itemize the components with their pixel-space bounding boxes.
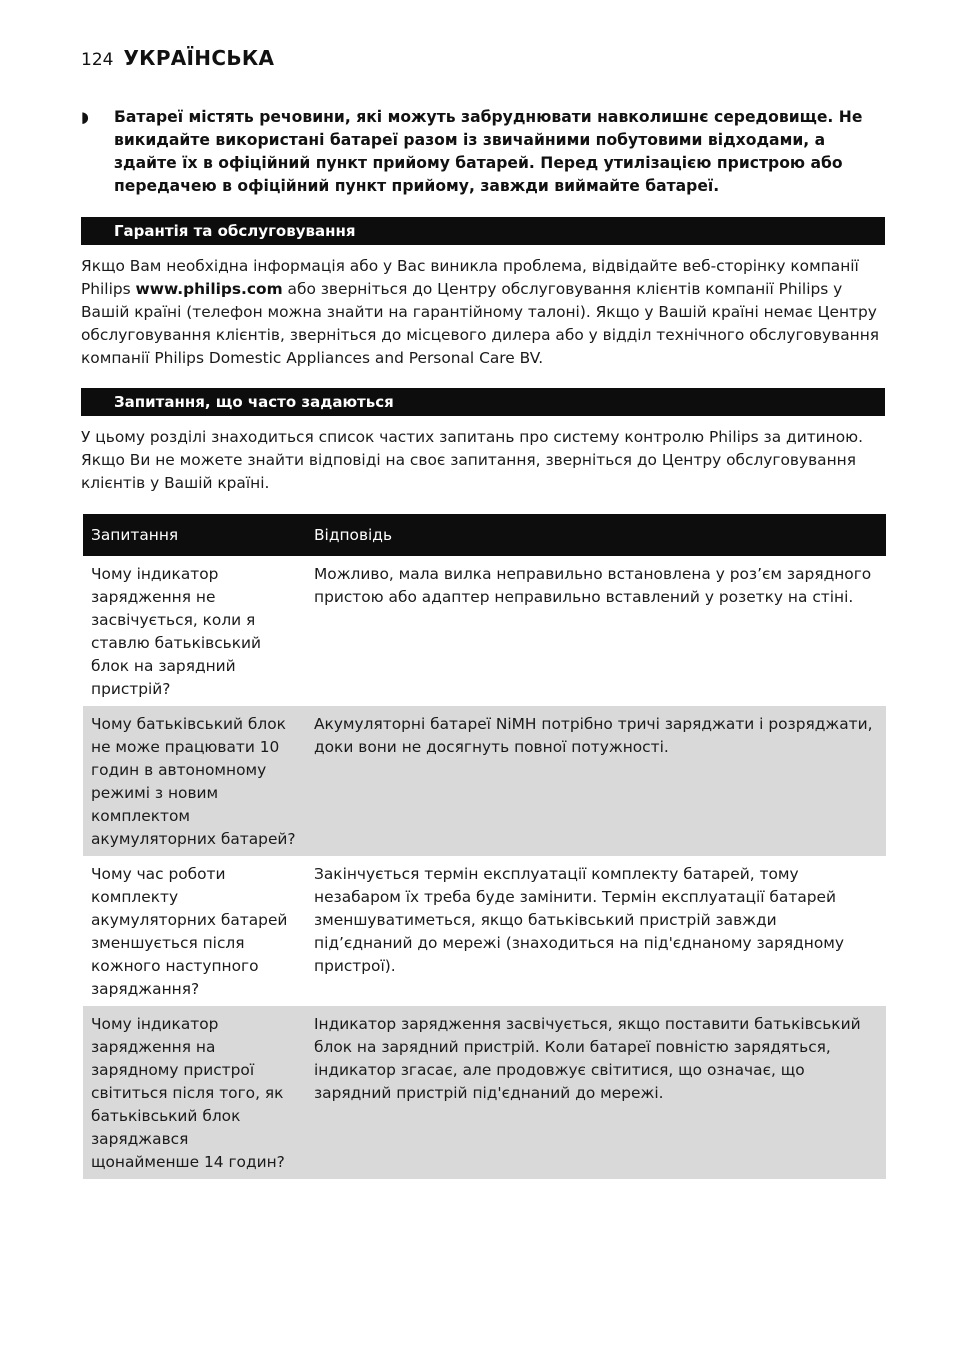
faq-table-header-row — [83, 514, 886, 556]
answer-cell: Індикатор зарядження засвічується, якщо поставити батьківський блок на зарядний пристрій. Коли батареї повністю зарядяться, індикатор згасає, але продовжує світитися, що означає, що зарядний пристрій під'єднаний до мережі. — [306, 1006, 886, 1179]
page-header — [81, 46, 274, 70]
answer-cell: Акумуляторні батареї NiMH потрібно тричі заряджати і розряджати, доки вони не досягнуть повної потужності. — [306, 706, 886, 856]
philips-website-link[interactable]: www.philips.com — [135, 280, 283, 298]
warranty-paragraph — [81, 255, 887, 370]
warranty-text-end: або зверніться до Центру обслуговування клієнтів компанії Philips у Вашій країні (телефон можна знайти на гарантійному талоні). Якщо у Вашій країні немає Центру обслуговування клієнтів, зверніться до місцевого дилера або у відділ технічного обслуговування компанії Philips Domestic Appliances and Personal Care BV. — [81, 280, 880, 367]
answer-cell: Можливо, мала вилка неправильно встановлена у роз’єм зарядного пристою або адаптер неправильно вставлений у розетку на стіні. — [314, 565, 872, 606]
question-cell: Чому час роботи комплекту акумуляторних батарей зменшується після кожного наступного заряджання? — [91, 865, 288, 998]
table-row — [83, 556, 886, 706]
question-cell: Чому батьківський блок не може працювати 10 годин в автономному режимі з новим комплектом акумуляторних батарей? — [83, 706, 306, 856]
faq-heading: Запитання, що часто задаються — [81, 388, 885, 416]
column-header-answer: Відповідь — [306, 514, 886, 556]
page-language-title: УКРАЇНСЬКА — [123, 46, 275, 70]
faq-intro: У цьому розділі знаходиться список частих запитань про систему контролю Philips за дитиною. Якщо Ви не можете знайти відповіді на своє запитання, зверніться до Центру обслуговування клієнтів у Вашій країні. — [81, 428, 863, 492]
bullet-text: Батареї містять речовини, які можуть забруднювати навколишнє середовище. Не викидайте використані батареї разом із звичайними побутовими відходами, а здайте їх в офіційний пункт прийому батарей. Перед утилізацією пристрою або передачею в офіційний пункт прийому, завжди виймайте батареї. — [114, 108, 863, 195]
faq-table — [83, 514, 886, 1179]
question-cell: Чому індикатор зарядження не засвічується, коли я ставлю батьківський блок на зарядний пристрій? — [91, 565, 262, 698]
column-header-question: Запитання — [83, 514, 306, 556]
page-number: 124 — [81, 50, 114, 70]
answer-cell: Закінчується термін експлуатації комплекту батарей, тому незабаром їх треба буде замінити. Термін експлуатації батарей зменшуватиметься, якщо батьківський пристрій завжди під’єднаний до мережі (знаходиться на під'єднаному зарядному пристрої). — [314, 865, 844, 975]
question-cell: Чому індикатор зарядження на зарядному пристрої світиться після того, як батьківський блок заряджався щонайменше 14 годин? — [83, 1006, 306, 1179]
battery-disposal-bullet — [81, 106, 891, 198]
warranty-text-start: Якщо Вам необхідна інформація або у Вас виникла проблема, відвідайте веб-сторінку компанії Philips — [81, 257, 859, 298]
table-row — [83, 856, 886, 1006]
bullet-marker-icon: ◗ — [81, 108, 89, 126]
table-row — [83, 1006, 886, 1179]
warranty-heading: Гарантія та обслуговування — [81, 217, 885, 245]
table-row — [83, 706, 886, 856]
